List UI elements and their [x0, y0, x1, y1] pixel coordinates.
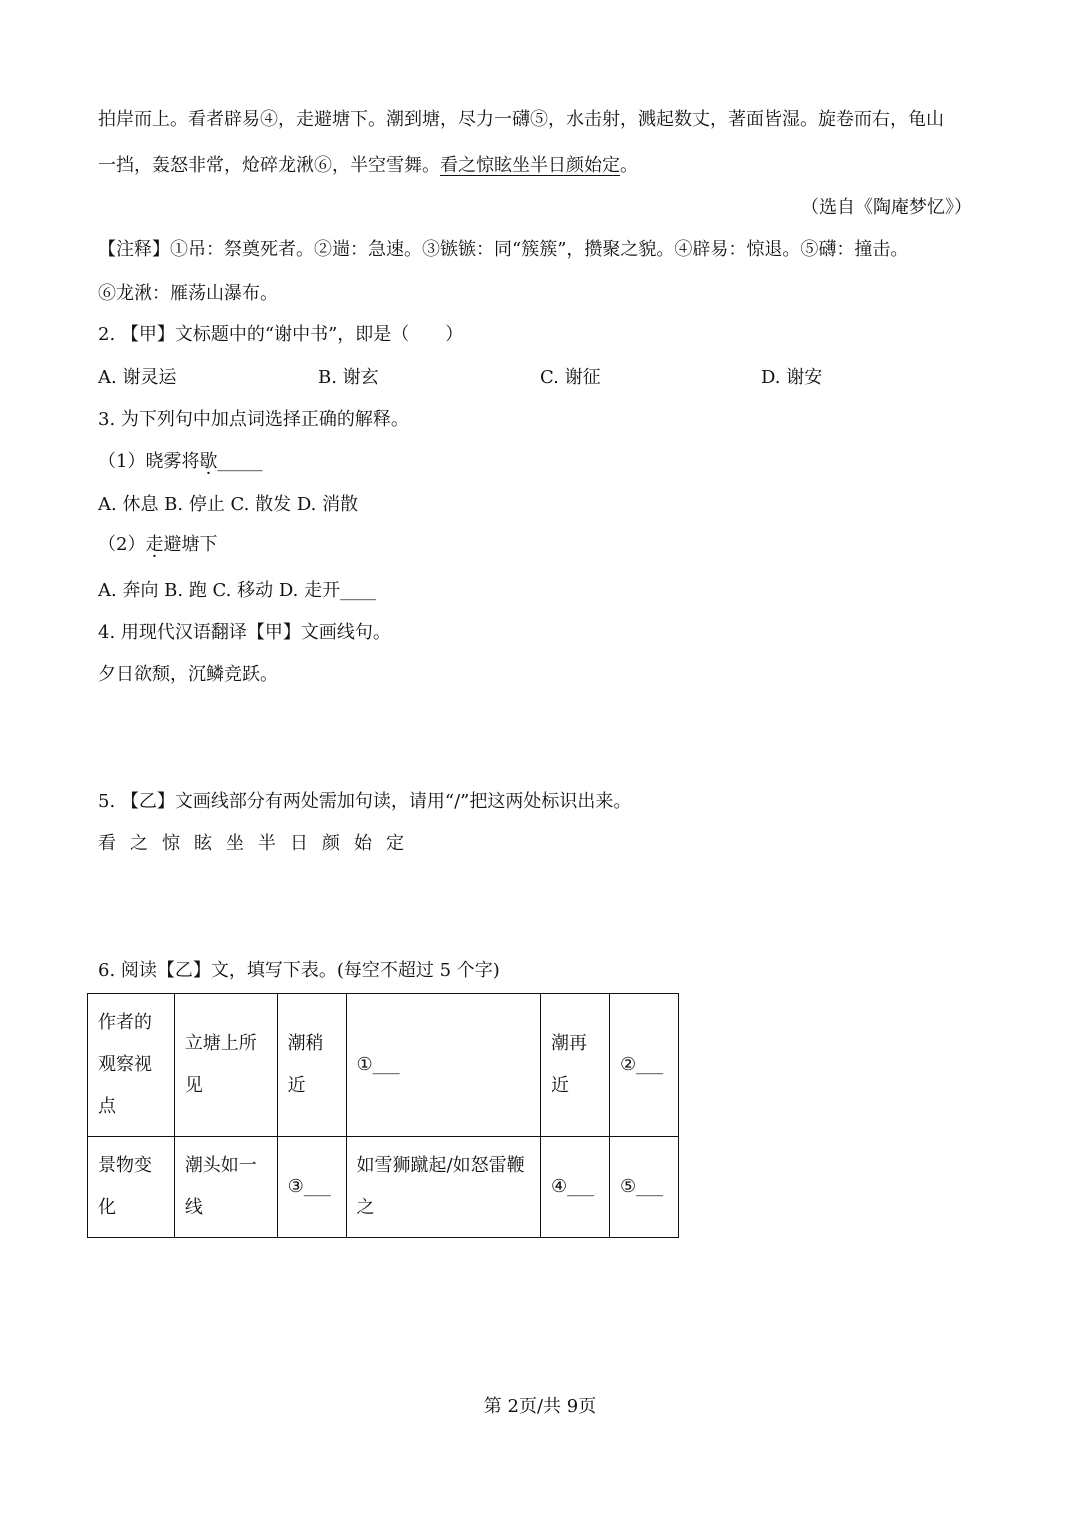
q2-option-b: B. 谢玄	[318, 367, 379, 388]
table-cell-blank: ③___	[277, 1137, 346, 1238]
q3-sub1	[98, 450, 262, 474]
question-3-stem: 3. 为下列句中加点词选择正确的解释。	[98, 409, 409, 430]
table-cell-blank: ②___	[609, 994, 678, 1137]
q2-option-d: D. 谢安	[761, 367, 823, 388]
q3-sub2	[98, 533, 217, 557]
table-cell-blank: ⑤___	[609, 1137, 678, 1238]
passage-line-2-text: 一挡，轰怒非常，炝碎龙湫⑥，半空雪舞。	[98, 155, 440, 176]
passage-line-1: 拍岸而上。看者辟易④，走避塘下。潮到塘，尽力一礴⑤，水击射，溅起数丈，著面皆湿。旋卷而右，龟山	[98, 109, 944, 130]
table-row	[88, 994, 679, 1137]
notes-line-2: ⑥龙湫：雁荡山瀑布。	[98, 283, 278, 304]
notes-line-1: 【注释】①吊：祭奠死者。②遄：急速。③镞镞：同“簇簇”，攒聚之貌。④辟易：惊退。⑤礴：撞击。	[98, 239, 909, 260]
table-cell-blank: ①___	[346, 994, 540, 1137]
table-cell: 潮头如一线	[174, 1137, 277, 1238]
q3-sub2-label: （2）	[98, 534, 146, 555]
table-row	[88, 1137, 679, 1238]
q3-sub1-options: A. 休息 B. 停止 C. 散发 D. 消散	[98, 494, 359, 515]
table-cell-blank: ④___	[541, 1137, 610, 1238]
q2-option-a: A. 谢灵运	[98, 367, 177, 388]
question-5-stem: 5. 【乙】文画线部分有两处需加句读，请用“/”把这两处标识出来。	[98, 791, 632, 812]
question-2-stem: 2. 【甲】文标题中的“谢中书”，即是（ ）	[98, 324, 464, 345]
q3-sub1-text: （1）晓雾将	[98, 451, 200, 472]
table-cell: 潮再近	[541, 994, 610, 1137]
q3-sub1-dotted-word: 歇	[199, 451, 218, 472]
q4-sentence: 夕日欲颓，沉鳞竞跃。	[98, 664, 278, 685]
table-cell-header: 作者的观察视点	[88, 994, 175, 1137]
q3-sub2-text: 避塘下	[163, 534, 218, 555]
underlined-sentence: 看之惊眩坐半日颜始定	[440, 155, 620, 176]
passage-line-2-end: 。	[620, 155, 638, 176]
q3-sub2-dotted-word: 走	[145, 534, 164, 555]
table-cell: 如雪狮蹴起/如怒雷鞭之	[346, 1137, 540, 1238]
question-6-stem: 6. 阅读【乙】文，填写下表。(每空不超过 5 个字)	[98, 960, 500, 981]
passage-line-2	[98, 154, 638, 178]
page-number: 第 2页/共 9页	[483, 1396, 597, 1417]
q2-option-c: C. 谢征	[540, 367, 601, 388]
table-cell: 潮稍近	[277, 994, 346, 1137]
q3-sub2-options: A. 奔向 B. 跑 C. 移动 D. 走开____	[98, 580, 377, 601]
table-cell: 立塘上所见	[174, 994, 277, 1137]
observation-table	[87, 993, 679, 1238]
question-4-stem: 4. 用现代汉语翻译【甲】文画线句。	[98, 622, 391, 643]
q3-sub1-blank: _____	[217, 451, 263, 472]
q5-sentence: 看之惊眩坐半日颜始定	[98, 833, 418, 854]
table-cell-header: 景物变化	[88, 1137, 175, 1238]
source-citation: （选自《陶庵梦忆》）	[801, 197, 972, 218]
